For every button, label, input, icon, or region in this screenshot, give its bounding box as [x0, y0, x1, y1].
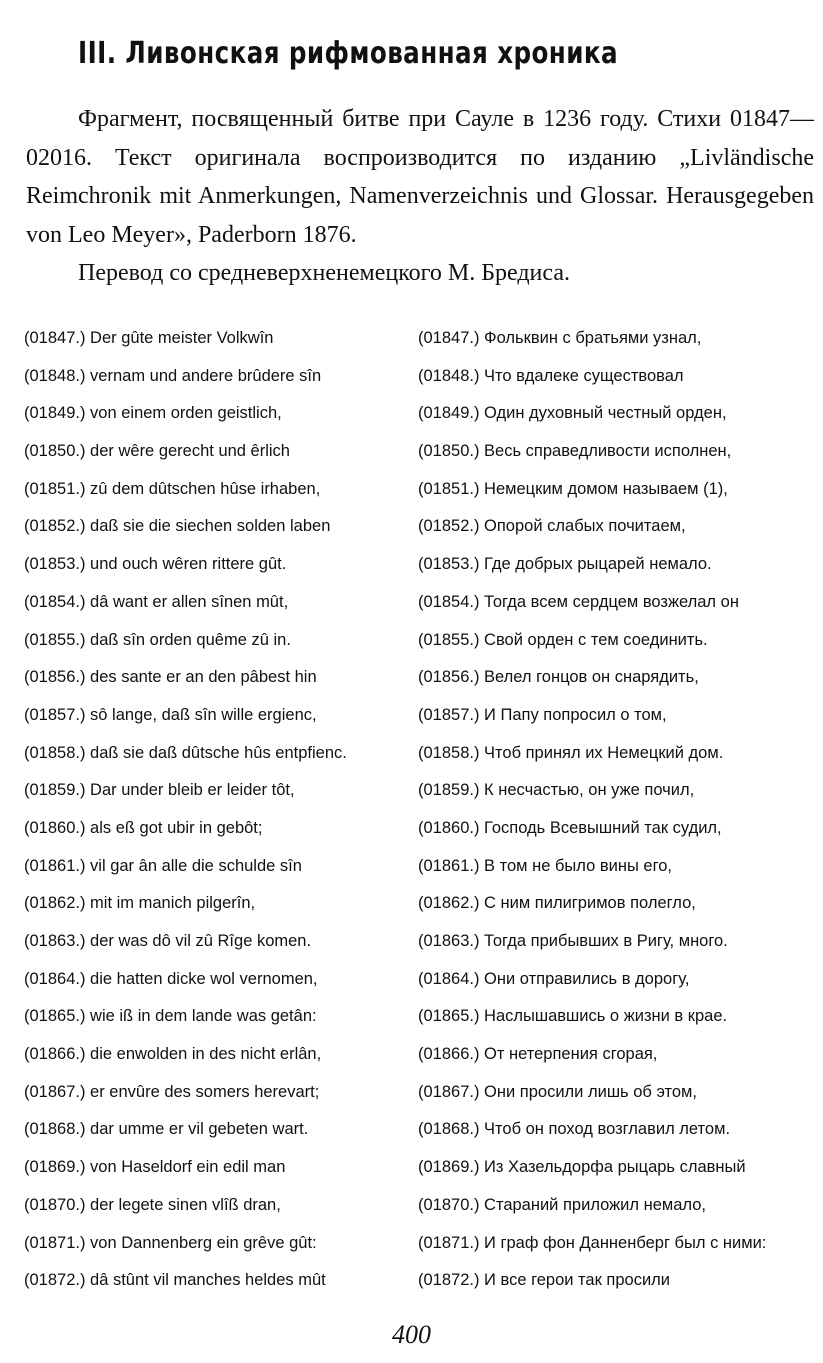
intro-paragraph-source: Фрагмент, посвященный битве при Сауле в 1236 году. Стихи 01847—02016. Текст оригинала воспроизводится по изданию „Livländische Reimchronik mit Anmerkungen, Namenverzeichnis und Glossar. Herausgegeben von Leo Meyer», Paderborn 1876.: [26, 106, 814, 248]
verse-row: [24, 1036, 814, 1074]
verse-original: (01856.) des sante er an den pâbest hin: [24, 668, 317, 687]
verse-original: (01860.) als eß got ubir in gebôt;: [24, 818, 263, 837]
verse-translation: (01871.) И граф фон Данненберг был с ними:: [418, 1233, 767, 1252]
verse-row: [24, 810, 814, 848]
verse-row: [24, 433, 814, 471]
verse-translation: (01858.) Чтоб принял их Немецкий дом.: [418, 743, 724, 762]
verse-translation: (01855.) Свой орден с тем соединить.: [418, 630, 708, 649]
verse-translation: (01872.) И все герои так просили: [418, 1271, 671, 1290]
intro-paragraph-translator: Перевод со средневерхненемецкого М. Бредиса.: [78, 260, 570, 286]
verse-original: (01854.) dâ want er allen sînen mût,: [24, 592, 289, 611]
verse-row: [24, 848, 814, 886]
verse-translation: (01867.) Они просили лишь об этом,: [418, 1082, 697, 1101]
verse-original: (01863.) der was dô vil zû Rîge komen.: [24, 932, 312, 950]
verse-translation: (01860.) Господь Всевышний так судил,: [418, 818, 722, 837]
verse-original: (01847.) Der gûte meister Volkwîn: [24, 329, 274, 347]
verse-translation: (01863.) Тогда прибывших в Ригу, много.: [418, 932, 728, 950]
verse-original: (01872.) dâ stûnt vil manches heldes mût: [24, 1271, 326, 1290]
verse-row: [24, 395, 814, 433]
verse-translation: (01852.) Опорой слабых почитаем,: [418, 517, 686, 536]
verse-row: [24, 1187, 814, 1225]
verse-translation: (01851.) Немецким домом называем (1),: [418, 479, 728, 498]
verse-row: [24, 1149, 814, 1187]
verse-row: [24, 584, 814, 622]
verse-translation: (01853.) Где добрых рыцарей немало.: [418, 555, 712, 574]
verse-row: [24, 320, 814, 358]
verse-original: (01867.) er envûre des somers herevart;: [24, 1082, 320, 1101]
intro-text: [26, 100, 814, 293]
verse-table: [24, 320, 814, 1300]
verse-translation: (01850.) Весь справедливости исполнен,: [418, 442, 732, 461]
page-number: 400: [392, 1320, 431, 1349]
verse-translation: (01857.) И Папу попросил о том,: [418, 705, 667, 724]
verse-original: (01855.) daß sîn orden quême zû in.: [24, 630, 291, 649]
verse-translation: (01856.) Велел гонцов он снарядить,: [418, 668, 699, 687]
verse-translation: (01866.) От нетерпения сгорая,: [418, 1045, 658, 1064]
verse-translation: (01868.) Чтоб он поход возглавил летом.: [418, 1120, 731, 1139]
verse-original: (01866.) die enwolden in des nicht erlân,: [24, 1045, 322, 1064]
verse-translation: (01849.) Один духовный честный орден,: [418, 404, 727, 423]
verse-original: (01861.) vil gar ân alle die schulde sîn: [24, 856, 302, 875]
verse-row: [24, 546, 814, 584]
verse-original: (01870.) der legete sinen vlîß dran,: [24, 1195, 281, 1214]
verse-translation: (01870.) Стараний приложил немало,: [418, 1195, 706, 1214]
verse-original: (01859.) Dar under bleib er leider tôt,: [24, 781, 295, 800]
verse-original: (01849.) von einem orden geistlich,: [24, 404, 282, 423]
verse-translation: (01847.) Фольквин с братьями узнал,: [418, 329, 702, 347]
verse-original: (01853.) und ouch wêren rittere gût.: [24, 555, 287, 574]
verse-original: (01864.) die hatten dicke wol vernomen,: [24, 969, 318, 988]
verse-original: (01862.) mit im manich pilgerîn,: [24, 894, 256, 913]
verse-translation: (01869.) Из Хазельдорфа рыцарь славный: [418, 1158, 746, 1177]
verse-row: [24, 1225, 814, 1263]
verse-original: (01851.) zû dem dûtschen hûse irhaben,: [24, 479, 321, 498]
verse-row: [24, 622, 814, 660]
verse-translation: (01861.) В том не было вины его,: [418, 856, 672, 875]
verse-row: [24, 1262, 814, 1300]
verse-translation: (01859.) К несчастью, он уже почил,: [418, 781, 695, 800]
verse-original: (01848.) vernam und andere brûdere sîn: [24, 366, 322, 385]
verse-row: [24, 471, 814, 509]
verse-original: (01857.) sô lange, daß sîn wille ergienc,: [24, 705, 317, 724]
verse-original: (01850.) der wêre gerecht und êrlich: [24, 442, 290, 461]
verse-translation: (01854.) Тогда всем сердцем возжелал он: [418, 592, 739, 611]
verse-original: (01868.) dar umme er vil gebeten wart.: [24, 1120, 309, 1139]
verse-row: [24, 1074, 814, 1112]
verse-original: (01871.) von Dannenberg ein grêve gût:: [24, 1233, 317, 1252]
verse-original: (01852.) daß sie die siechen solden laben: [24, 517, 331, 536]
verse-row: [24, 697, 814, 735]
verse-row: [24, 998, 814, 1036]
verse-translation: (01865.) Наслышавшись о жизни в крае.: [418, 1007, 728, 1026]
verse-row: [24, 358, 814, 396]
chapter-heading: III. Ливонская рифмованная хроника: [78, 36, 618, 71]
verse-row: [24, 961, 814, 999]
verse-translation: (01848.) Что вдалеке существовал: [418, 366, 684, 385]
verse-row: [24, 923, 814, 961]
verse-translation: (01864.) Они отправились в дорогу,: [418, 969, 690, 988]
verse-row: [24, 659, 814, 697]
verse-row: [24, 508, 814, 546]
verse-row: [24, 735, 814, 773]
verse-row: [24, 1111, 814, 1149]
verse-original: (01865.) wie iß in dem lande was getân:: [24, 1007, 317, 1026]
verse-original: (01869.) von Haseldorf ein edil man: [24, 1158, 286, 1177]
verse-translation: (01862.) С ним пилигримов полегло,: [418, 894, 696, 913]
verse-row: [24, 772, 814, 810]
verse-original: (01858.) daß sie daß dûtsche hûs entpfienc.: [24, 743, 347, 762]
verse-row: [24, 885, 814, 923]
